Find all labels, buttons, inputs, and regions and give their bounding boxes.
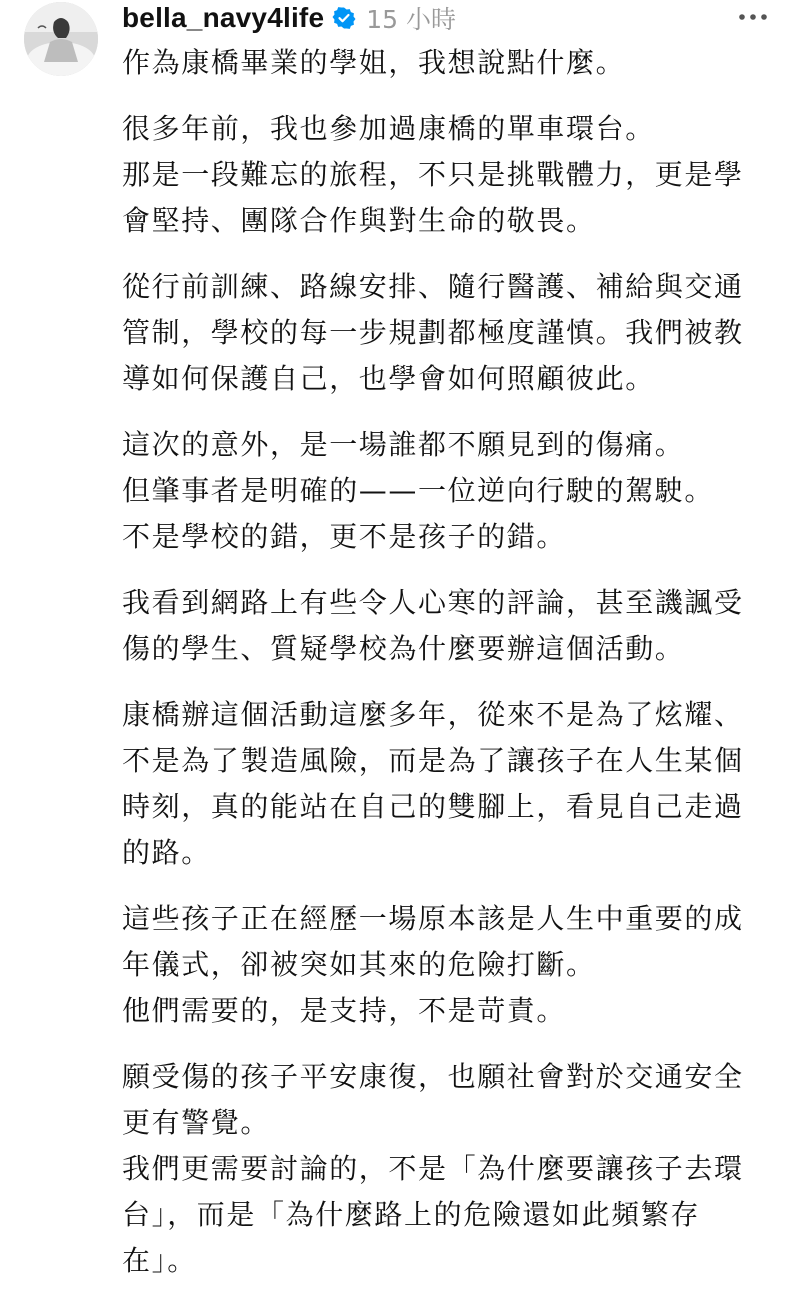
paragraph: [122, 580, 772, 672]
paragraph: [122, 896, 772, 1034]
text-line: 作為康橋畢業的學姐，我想說點什麼。: [122, 46, 626, 79]
text-line: 康橋辦這個活動這麼多年，從來不是為了炫耀、: [122, 698, 744, 731]
verified-badge-icon: [332, 6, 356, 30]
paragraph: [122, 422, 772, 560]
more-options-button[interactable]: [735, 2, 771, 32]
text-line: 這些孩子正在經歷一場原本該是人生中重要的成: [122, 902, 744, 935]
paragraph: [122, 106, 772, 244]
paragraph: [122, 264, 772, 402]
paragraph: [122, 40, 772, 86]
text-line: 的路。: [122, 836, 211, 869]
text-line: 我看到網路上有些令人心寒的評論，甚至譏諷受: [122, 586, 744, 619]
text-line: 不是學校的錯，更不是孩子的錯。: [122, 520, 567, 553]
text-line: 會堅持、團隊合作與對生命的敬畏。: [122, 204, 596, 237]
text-line: 我們更需要討論的，不是「為什麼要讓孩子去環: [122, 1152, 744, 1185]
paragraph: [122, 1054, 772, 1284]
text-line: 傷的學生、質疑學校為什麼要辦這個活動。: [122, 632, 685, 665]
text-line: 他們需要的，是支持，不是苛責。: [122, 994, 567, 1027]
post-body: [122, 40, 772, 1304]
username[interactable]: bella_navy4life: [122, 2, 325, 33]
text-line: 導如何保護自己，也學會如何照顧彼此。: [122, 362, 655, 395]
avatar[interactable]: [24, 2, 98, 76]
text-line: 在」。: [122, 1244, 197, 1277]
text-line: 台」，而是「為什麼路上的危險還如此頻繁存: [122, 1198, 701, 1231]
text-line: 但肇事者是明確的——一位逆向行駛的駕駛。: [122, 474, 715, 507]
text-line: 從行前訓練、路線安排、隨行醫護、補給與交通: [122, 270, 744, 303]
text-line: 年儀式，卻被突如其來的危險打斷。: [122, 948, 596, 981]
text-line: 更有警覺。: [122, 1106, 271, 1139]
text-line: 管制，學校的每一步規劃都極度謹慎。我們被教: [122, 316, 744, 349]
paragraph: [122, 692, 772, 876]
post-header: [122, 0, 782, 36]
text-line: 不是為了製造風險，而是為了讓孩子在人生某個: [122, 744, 744, 777]
text-line: 很多年前，我也參加過康橋的單車環台。: [122, 112, 655, 145]
text-line: 這次的意外，是一場誰都不願見到的傷痛。: [122, 428, 685, 461]
post-timestamp: 15 小時: [366, 5, 456, 34]
avatar-photo-icon: [24, 2, 98, 76]
more-horizontal-icon: [738, 12, 768, 22]
text-line: 時刻，真的能站在自己的雙腳上，看見自己走過: [122, 790, 744, 823]
text-line: 那是一段難忘的旅程，不只是挑戰體力，更是學: [122, 158, 744, 191]
text-line: 願受傷的孩子平安康復，也願社會對於交通安全: [122, 1060, 744, 1093]
